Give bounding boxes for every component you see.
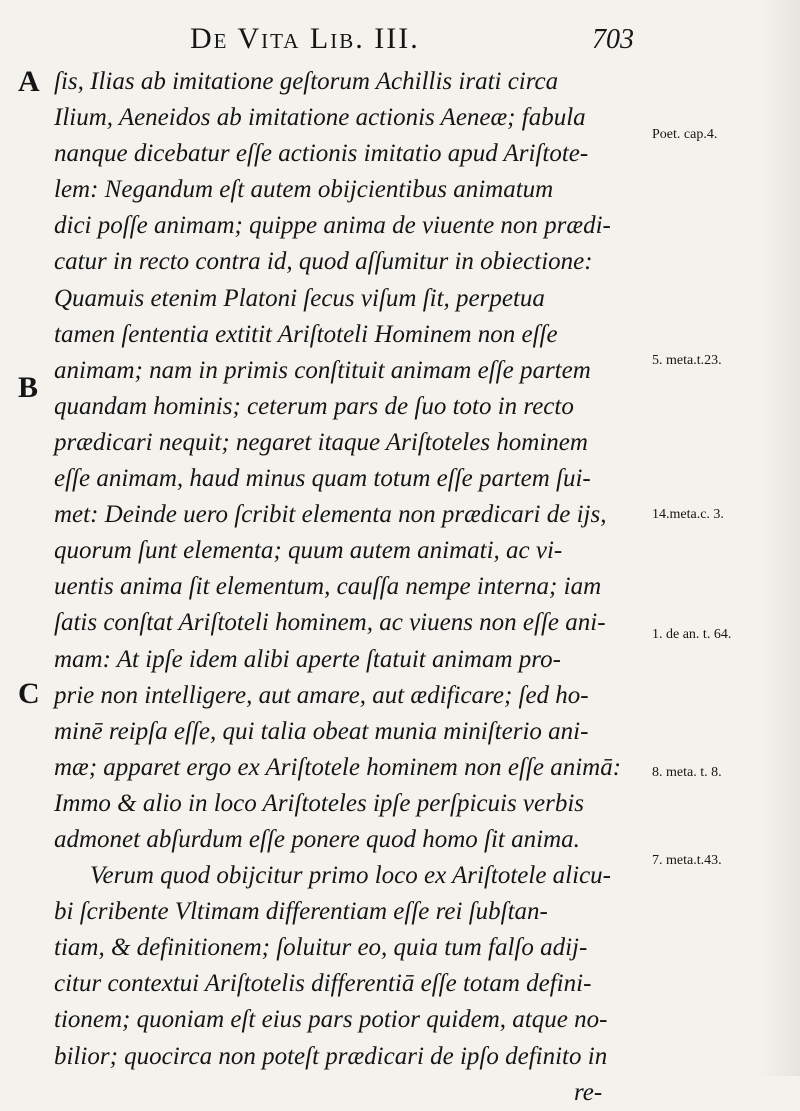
margin-note: 8. meta. t. 8. xyxy=(652,765,722,780)
text-line: catur in recto contra id, quod aſſumitur in obiectione: xyxy=(54,248,593,276)
text-line: admonet abſurdum eſſe ponere quod homo ſit anima. xyxy=(54,825,580,853)
margin-note: 14.meta.c. 3. xyxy=(652,507,724,522)
text-line: nanque dicebatur eſſe actionis imitatio apud Ariſtote- xyxy=(54,140,589,168)
text-line: bilior; quocirca non poteſt prædicari de ipſo definito in xyxy=(54,1042,608,1070)
text-line: animam; nam in primis conſtituit animam eſſe partem xyxy=(54,356,591,384)
text-line: dici poſſe animam; quippe anima de viuente non prædi- xyxy=(54,212,611,240)
section-letter-b: B xyxy=(18,371,39,404)
running-head: De Vita Lib. III. xyxy=(190,22,420,55)
text-line: tiam, & definitionem; ſoluitur eo, quia tum falſo adij- xyxy=(54,934,588,962)
text-line: quorum ſunt elementa; quum autem animati, ac vi- xyxy=(54,537,563,565)
margin-note: 7. meta.t.43. xyxy=(652,853,722,868)
text-line: met: Deinde uero ſcribit elementa non prædicari de ijs, xyxy=(54,501,607,529)
text-line: lem: Negandum eſt autem obijcientibus animatum xyxy=(54,176,554,204)
margin-note: 1. de an. t. 64. xyxy=(652,627,732,642)
text-line: prædicari nequit; negaret itaque Ariſtoteles hominem xyxy=(54,428,588,456)
page-edge-shadow xyxy=(760,0,800,1076)
text-line: mam: At ipſe idem alibi aperte ſtatuit animam pro- xyxy=(54,645,561,673)
margin-note: Poet. cap.4. xyxy=(652,127,718,142)
text-line: eſſe animam, haud minus quam totum eſſe partem ſui- xyxy=(54,465,591,493)
text-line: Verum quod obijcitur primo loco ex Ariſtotele alicu- xyxy=(90,862,611,890)
page-number: 703 xyxy=(592,24,634,55)
margin-note: 5. meta.t.23. xyxy=(652,353,722,368)
section-letter-a: A xyxy=(18,65,40,98)
text-line: uentis anima ſit elementum, cauſſa nempe interna; iam xyxy=(54,573,602,601)
text-line: prie non intelligere, aut amare, aut ædificare; ſed ho- xyxy=(54,681,589,709)
text-line: quandam hominis; ceterum pars de ſuo toto in recto xyxy=(54,392,574,420)
body-text xyxy=(54,64,654,1111)
text-line: bi ſcribente Vltimam differentiam eſſe rei ſubſtan- xyxy=(54,898,548,926)
text-line: Ilium, Aeneidos ab imitatione actionis Aeneæ; fabula xyxy=(54,104,586,132)
text-line: ſatis conſtat Ariſtoteli hominem, ac viuens non eſſe ani- xyxy=(54,609,606,637)
text-line: minē reipſa eſſe, qui talia obeat munia miniſterio ani- xyxy=(54,717,589,745)
text-line: tamen ſententia extitit Ariſtoteli Hominem non eſſe xyxy=(54,320,558,348)
catchword: re- xyxy=(574,1078,603,1106)
text-line: Immo & alio in loco Ariſtoteles ipſe perſpicuis verbis xyxy=(54,789,585,817)
text-line: Quamuis etenim Platoni ſecus viſum ſit, perpetua xyxy=(54,284,545,312)
text-line: tionem; quoniam eſt eius pars potior quidem, atque no- xyxy=(54,1006,608,1034)
section-letter-c: C xyxy=(18,677,40,710)
page-header xyxy=(0,22,800,62)
text-line: citur contextui Ariſtotelis differentiā eſſe totam defini- xyxy=(54,970,592,998)
text-line: ſis, Ilias ab imitatione geſtorum Achillis irati circa xyxy=(54,68,559,95)
text-line: mæ; apparet ergo ex Ariſtotele hominem non eſſe animā: xyxy=(54,753,622,781)
